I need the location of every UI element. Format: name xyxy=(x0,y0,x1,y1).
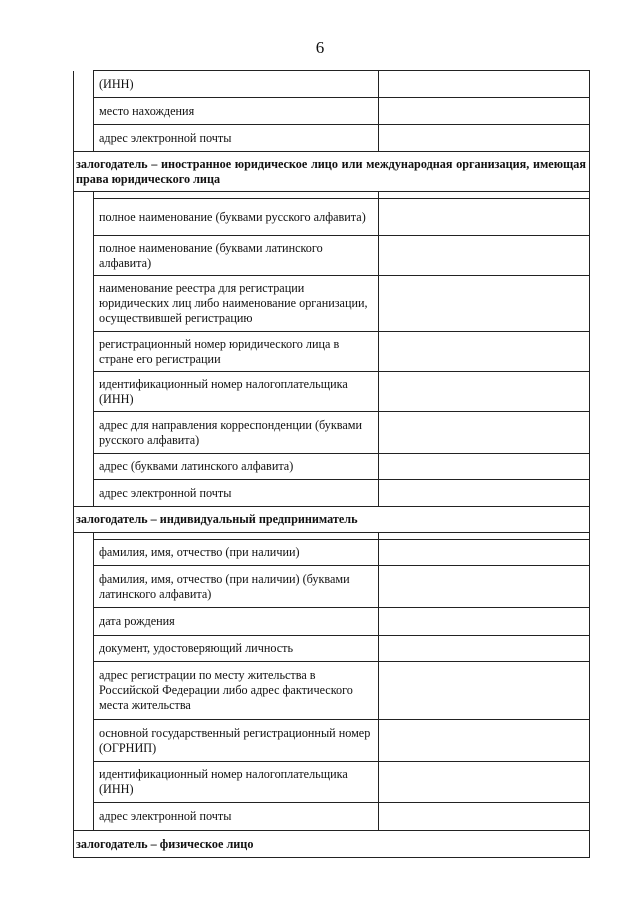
table-row xyxy=(74,540,590,566)
table-row xyxy=(74,332,590,372)
indent-cell xyxy=(74,566,94,608)
field-label: адрес (буквами латинского алфавита) xyxy=(94,454,379,480)
table-row xyxy=(74,372,590,412)
field-label: дата рождения xyxy=(94,608,379,636)
field-value[interactable] xyxy=(379,71,590,98)
indent-cell xyxy=(74,480,94,507)
field-value[interactable] xyxy=(379,199,590,236)
field-value[interactable] xyxy=(379,276,590,332)
indent-cell xyxy=(74,98,94,125)
table-row xyxy=(74,98,590,125)
field-value[interactable] xyxy=(379,372,590,412)
table-row xyxy=(74,125,590,152)
indent-cell xyxy=(74,412,94,454)
indent-cell xyxy=(74,803,94,831)
field-label: наименование реестра для регистрации юридических лиц либо наименование организации, осуществившей регистрацию xyxy=(94,276,379,332)
page-number: 6 xyxy=(315,38,325,57)
field-label: адрес регистрации по месту жительства в Российской Федерации либо адрес фактического места жительства xyxy=(94,662,379,720)
section-heading-row xyxy=(74,831,590,858)
indent-cell xyxy=(74,372,94,412)
field-value[interactable] xyxy=(379,98,590,125)
table-row xyxy=(74,720,590,762)
field-label: полное наименование (буквами русского алфавита) xyxy=(94,199,379,236)
field-label: место нахождения xyxy=(94,98,379,125)
field-value[interactable] xyxy=(379,803,590,831)
table-row xyxy=(74,636,590,662)
indent-cell xyxy=(74,720,94,762)
field-value[interactable] xyxy=(379,236,590,276)
table-row xyxy=(74,412,590,454)
indent-cell xyxy=(74,71,94,98)
field-label: идентификационный номер налогоплательщика (ИНН) xyxy=(94,762,379,803)
field-value[interactable] xyxy=(379,662,590,720)
field-value[interactable] xyxy=(379,480,590,507)
table-row xyxy=(74,608,590,636)
field-label: адрес электронной почты xyxy=(94,803,379,831)
indent-cell xyxy=(74,276,94,332)
section-heading-row xyxy=(74,152,590,192)
indent-cell xyxy=(74,636,94,662)
indent-cell xyxy=(74,199,94,236)
field-value[interactable] xyxy=(379,332,590,372)
field-label: регистрационный номер юридического лица в стране его регистрации xyxy=(94,332,379,372)
indent-cell xyxy=(74,762,94,803)
table-row xyxy=(74,71,590,98)
field-value[interactable] xyxy=(379,412,590,454)
table-row xyxy=(74,454,590,480)
section-heading-foreign-legal-entity: залогодатель – иностранное юридическое лицо или международная организация, имеющая права юридического лица xyxy=(74,152,590,192)
section-heading-natural-person: залогодатель – физическое лицо xyxy=(74,831,590,858)
section-heading-row xyxy=(74,507,590,533)
table-row xyxy=(74,236,590,276)
field-label: фамилия, имя, отчество (при наличии) (буквами латинского алфавита) xyxy=(94,566,379,608)
table-row xyxy=(74,199,590,236)
indent-cell xyxy=(74,332,94,372)
field-label: адрес для направления корреспонденции (буквами русского алфавита) xyxy=(94,412,379,454)
table-row xyxy=(74,762,590,803)
table-row xyxy=(74,662,590,720)
field-value[interactable] xyxy=(379,608,590,636)
field-label: идентификационный номер налогоплательщика (ИНН) xyxy=(94,372,379,412)
field-value[interactable] xyxy=(379,454,590,480)
field-label: фамилия, имя, отчество (при наличии) xyxy=(94,540,379,566)
table-row xyxy=(74,276,590,332)
field-label: документ, удостоверяющий личность xyxy=(94,636,379,662)
indent-cell xyxy=(74,540,94,566)
section-heading-individual-entrepreneur: залогодатель – индивидуальный предприниматель xyxy=(74,507,590,533)
table-row xyxy=(74,480,590,507)
field-label: основной государственный регистрационный номер (ОГРНИП) xyxy=(94,720,379,762)
indent-cell xyxy=(74,662,94,720)
indent-cell xyxy=(74,236,94,276)
field-label: (ИНН) xyxy=(94,71,379,98)
field-label: адрес электронной почты xyxy=(94,125,379,152)
field-value[interactable] xyxy=(379,566,590,608)
indent-cell xyxy=(74,608,94,636)
pledgor-info-table xyxy=(73,70,590,858)
table-row xyxy=(74,803,590,831)
field-value[interactable] xyxy=(379,636,590,662)
indent-cell xyxy=(74,125,94,152)
field-label: адрес электронной почты xyxy=(94,480,379,507)
spacer-row xyxy=(74,192,590,199)
field-value[interactable] xyxy=(379,125,590,152)
table-row xyxy=(74,566,590,608)
field-label: полное наименование (буквами латинского алфавита) xyxy=(94,236,379,276)
spacer-row xyxy=(74,533,590,540)
field-value[interactable] xyxy=(379,540,590,566)
indent-cell xyxy=(74,454,94,480)
field-value[interactable] xyxy=(379,720,590,762)
field-value[interactable] xyxy=(379,762,590,803)
